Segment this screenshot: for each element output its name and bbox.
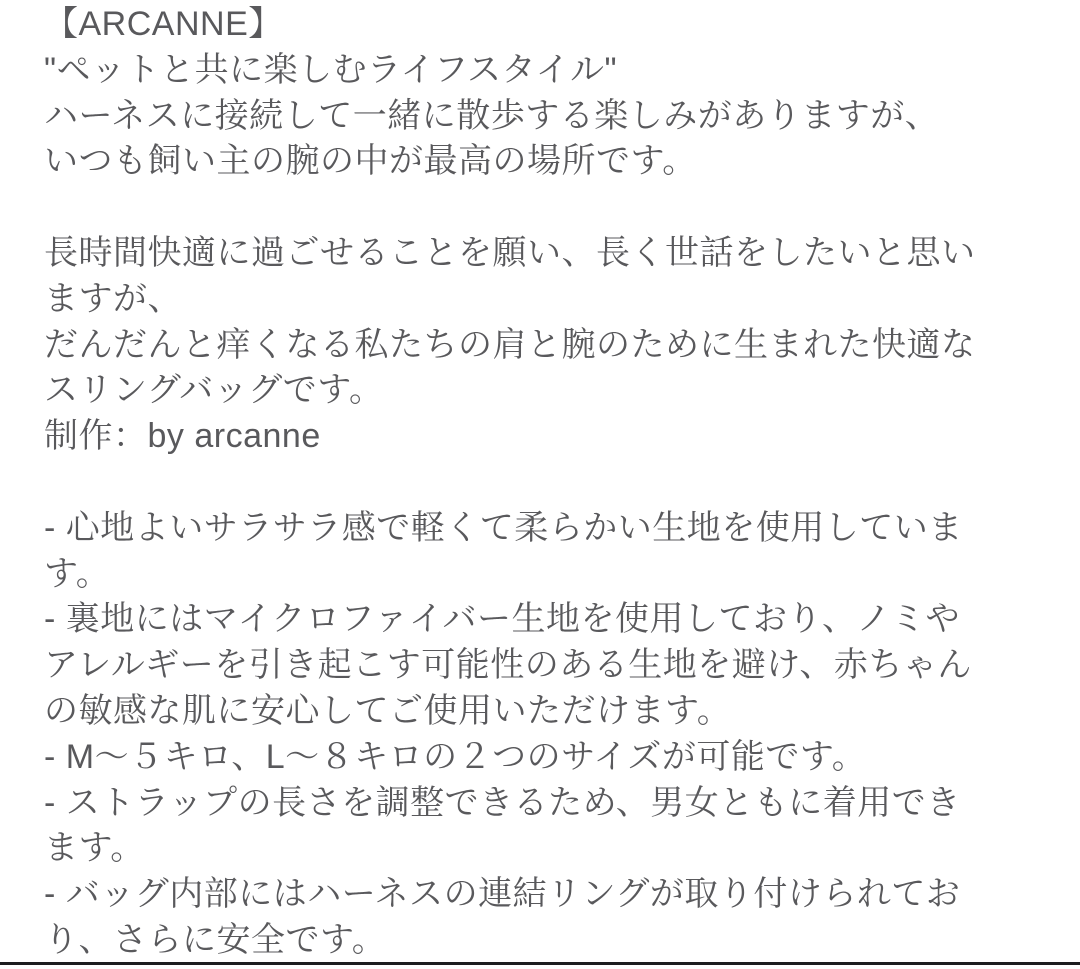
text-line: - 心地よいサラサラ感で軽くて柔らかい生地を使用していま	[44, 508, 963, 547]
text-line: - 裏地にはマイクロファイバー生地を使用しており、ノミや	[44, 600, 961, 639]
text-line: だんだんと痒くなる私たちの肩と腕のために生まれた快適な	[44, 325, 976, 364]
text-line: の敏感な肌に安心してご使用いただけます。	[44, 691, 732, 730]
text-line: 長時間快適に過ごせることを願い、長く世話をしたいと思い	[44, 233, 976, 272]
text-line: り、さらに安全です。	[44, 920, 387, 959]
product-description-text	[44, 2, 1060, 964]
text-line: - バッグ内部にはハーネスの連結リングが取り付けられてお	[44, 875, 961, 914]
text-line: す。	[44, 554, 111, 593]
text-line: - M～５キロ、L～８キロの２つのサイズが可能です。	[44, 737, 867, 776]
text-line: "ペットと共に楽しむライフスタイル"	[44, 50, 618, 89]
text-line: ハーネスに接続して一緒に散歩する楽しみがありますが、	[44, 96, 940, 135]
text-line: ますが、	[44, 279, 182, 318]
bottom-divider	[0, 962, 1080, 965]
text-line: 【ARCANNE】	[44, 5, 283, 43]
text-line: - ストラップの長さを調整できるため、男女ともに着用でき	[44, 783, 961, 822]
text-line: スリングバッグです。	[44, 371, 384, 410]
blank-line	[44, 185, 1060, 231]
text-line: アレルギーを引き起こす可能性のある生地を避け、赤ちゃん	[44, 646, 972, 685]
text-line: いつも飼い主の腕の中が最高の場所です。	[44, 142, 697, 181]
text-line: ます。	[44, 829, 145, 868]
text-line: 制作：by arcanne	[44, 417, 321, 456]
blank-line	[44, 460, 1060, 506]
